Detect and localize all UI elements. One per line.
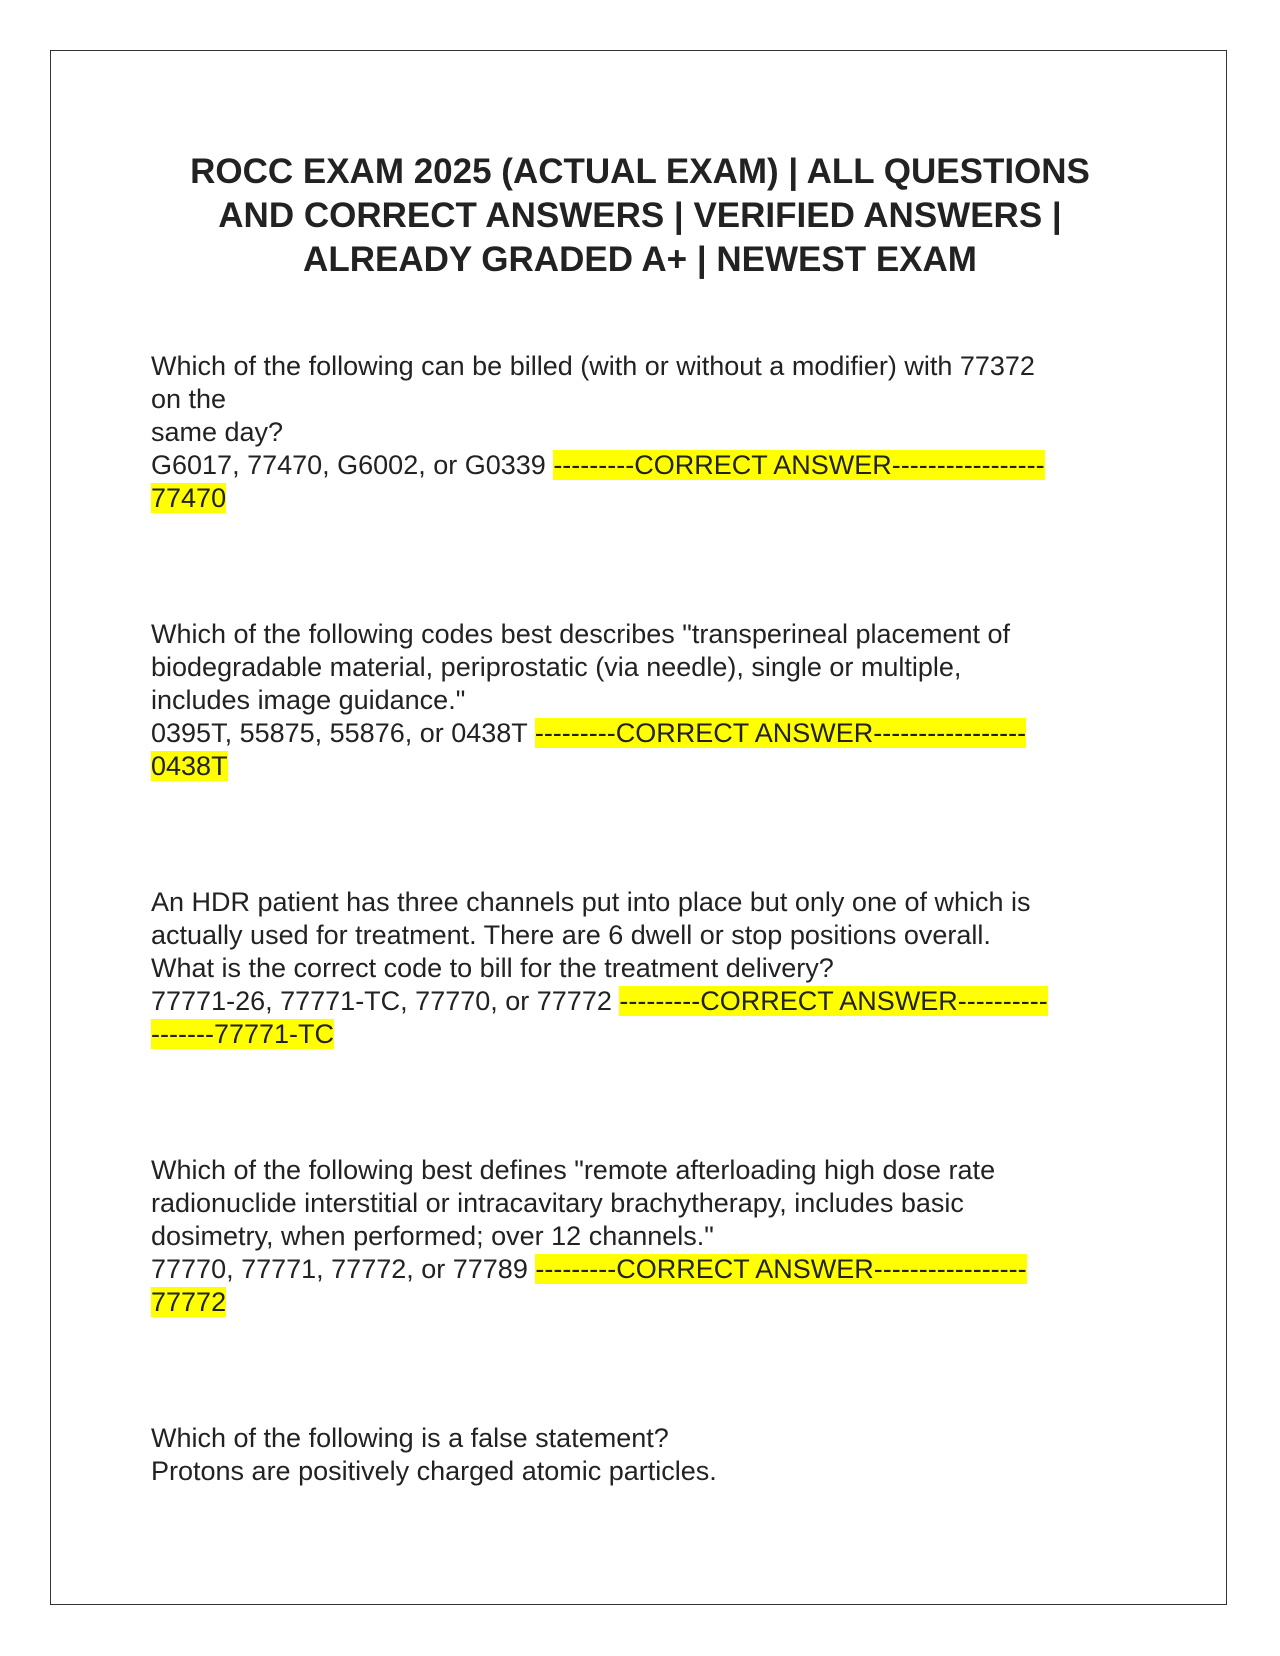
question-text-line: Which of the following can be billed (with or without a modifier) with 77372 [151, 351, 1035, 381]
question-block-4 [151, 1154, 1151, 1319]
document-title [130, 150, 1150, 282]
question-text-line: actually used for treatment. There are 6 dwell or stop positions overall. [151, 920, 991, 950]
answer-line [151, 750, 1151, 783]
options-line [151, 717, 1151, 750]
answer-options: 77770, 77771, 77772, or 77789 [151, 1254, 536, 1284]
question-text-line: Protons are positively charged atomic particles. [151, 1456, 717, 1486]
title-line: AND CORRECT ANSWERS | VERIFIED ANSWERS | [218, 196, 1062, 235]
question-text-line: What is the correct code to bill for the treatment delivery? [151, 953, 834, 983]
title-line: ROCC EXAM 2025 (ACTUAL EXAM) | ALL QUESTIONS [190, 152, 1090, 191]
question-text-line: same day? [151, 417, 284, 447]
question-text-line: Which of the following is a false statement? [151, 1423, 669, 1453]
correct-answer-marker: ---------CORRECT ANSWER----------------- [553, 450, 1045, 480]
question-text-line: on the [151, 384, 227, 414]
correct-answer-marker: ---------CORRECT ANSWER----------------- [534, 718, 1027, 748]
answer-line [151, 1286, 1151, 1319]
answer-options: 0395T, 55875, 55876, or 0438T [151, 718, 535, 748]
question-text-line: radionuclide interstitial or intracavitary brachytherapy, includes basic [151, 1188, 964, 1218]
question-text-line: Which of the following best defines "remote afterloading high dose rate [151, 1155, 996, 1185]
answer-options: 77771-26, 77771-TC, 77770, or 77772 [151, 986, 620, 1016]
correct-answer-marker: ---------CORRECT ANSWER---------- [619, 986, 1048, 1016]
question-block-2 [151, 618, 1151, 783]
answer-line [151, 482, 1151, 515]
options-line [151, 1253, 1151, 1286]
title-line: ALREADY GRADED A+ | NEWEST EXAM [303, 240, 977, 279]
correct-answer-value: -------77771-TC [151, 1019, 335, 1049]
question-text-line: includes image guidance." [151, 685, 466, 715]
page-border [50, 50, 1227, 1605]
question-block-1 [151, 350, 1151, 515]
correct-answer-marker: ---------CORRECT ANSWER----------------- [535, 1254, 1027, 1284]
correct-answer-value: 77772 [151, 1287, 227, 1317]
question-text-line: biodegradable material, periprostatic (via needle), single or multiple, [151, 652, 962, 682]
question-text-line: An HDR patient has three channels put into place but only one of which is [151, 887, 1031, 917]
options-line [151, 985, 1151, 1018]
correct-answer-value: 77470 [151, 483, 227, 513]
question-block-3 [151, 886, 1151, 1051]
question-text-line: dosimetry, when performed; over 12 channels." [151, 1221, 714, 1251]
correct-answer-value: 0438T [151, 751, 228, 781]
question-text-line: Which of the following codes best describes "transperineal placement of [151, 619, 1011, 649]
options-line [151, 449, 1151, 482]
answer-line [151, 1018, 1151, 1051]
answer-options: G6017, 77470, G6002, or G0339 [151, 450, 554, 480]
question-block-5 [151, 1422, 1151, 1488]
